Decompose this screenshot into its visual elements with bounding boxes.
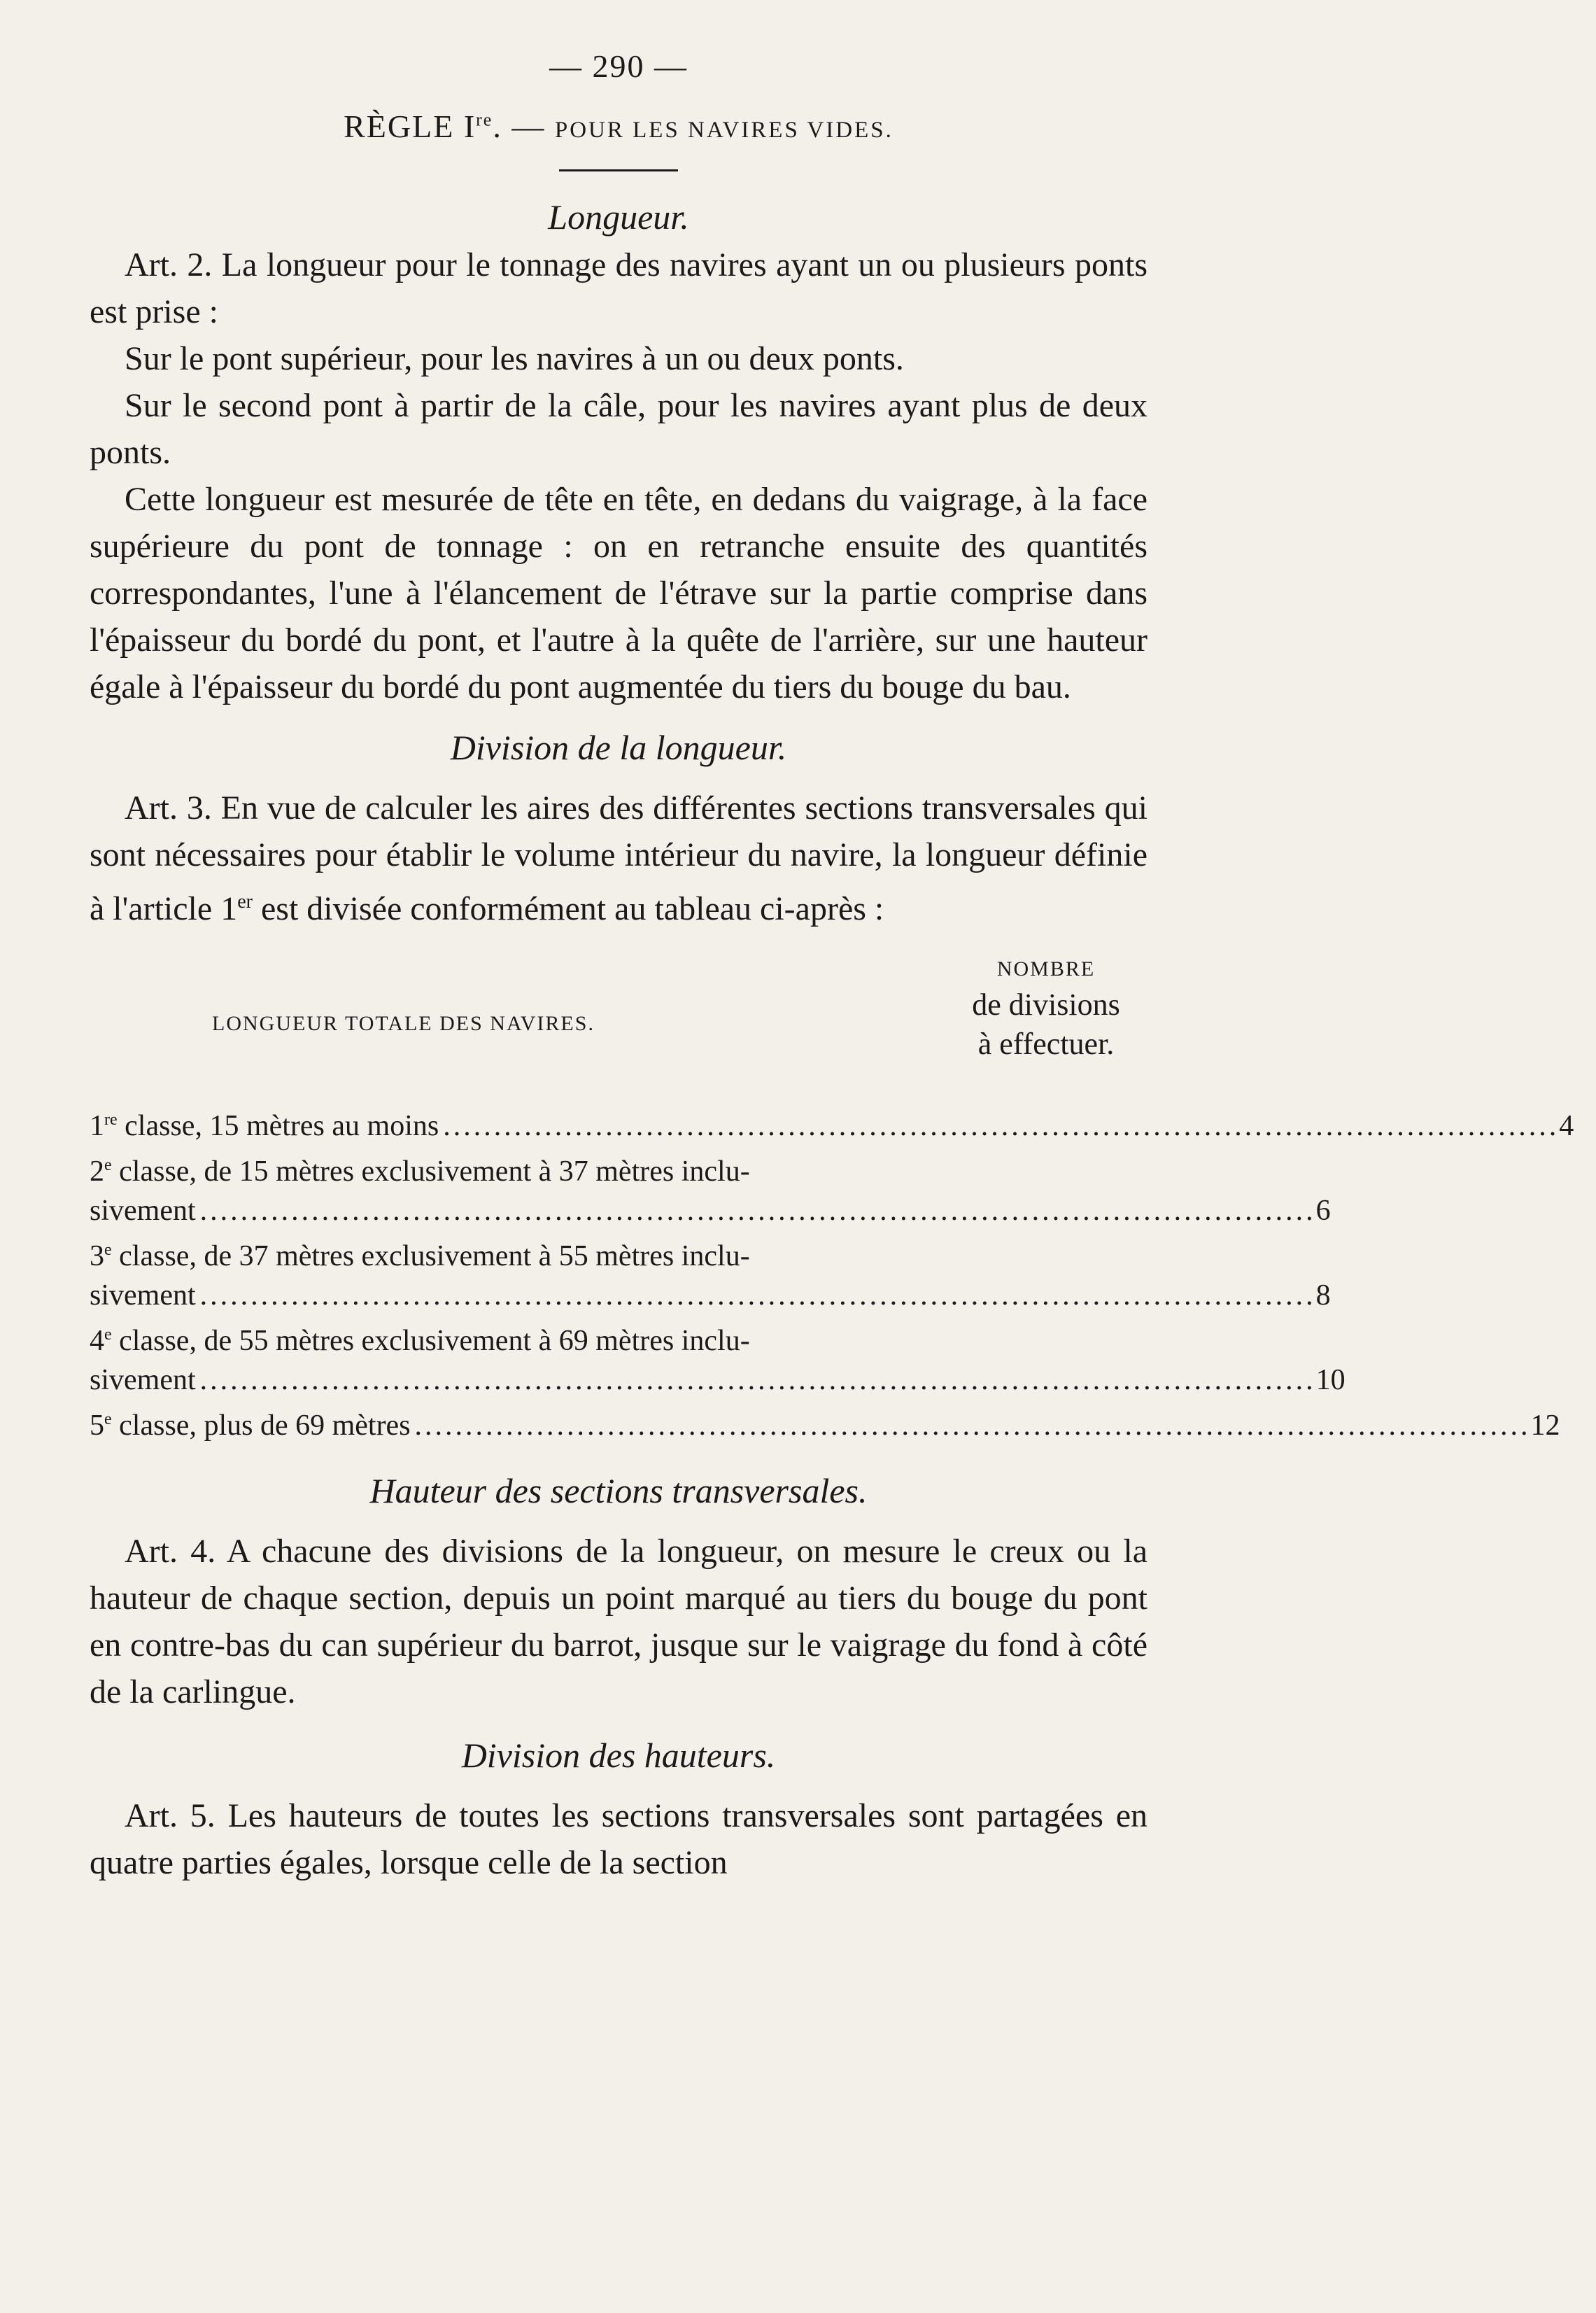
table-header-right xyxy=(945,953,1147,1064)
leader-dots: .............................................................................................................. xyxy=(443,1110,1560,1142)
row-2-num: 2 xyxy=(90,1155,104,1188)
row-5-text: classe, plus de 69 mètres xyxy=(111,1409,411,1442)
paragraph-art-3 xyxy=(90,785,1147,932)
document-page xyxy=(90,48,1574,1886)
paragraph-art-4: Art. 4. A chacune des divisions de la longueur, on mesure le creux ou la hauteur de chaque section, depuis un point marqué au tiers du bouge du pont en contre-bas du can supérieur du barrot, jusque sur le vaigrage du fond à côté de la carlingue. xyxy=(90,1533,1147,1710)
paragraph-art-5: Art. 5. Les hauteurs de toutes les sections transversales sont partagées en quatre parties égales, lorsque celle de la section xyxy=(90,1797,1147,1881)
row-2-text: classe, de 15 mètres exclusivement à 37 mètres inclu- xyxy=(111,1155,750,1188)
section-title-longueur: Longueur. xyxy=(548,197,689,237)
row-3-value: 8 xyxy=(1315,1279,1331,1312)
row-5-value: 12 xyxy=(1530,1409,1560,1442)
art-3-sup: er xyxy=(237,891,253,913)
paragraph-mesure-longueur: Cette longueur est mesurée de tête en tête, en dedans du vaigrage, à la face supérieure du pont de tonnage : on en retranche ensuite des quantités correspondantes, l'une à l'élancement de l'étrave sur la partie comprise dans l'épaisseur du bordé du pont, et l'autre à la quête de l'arrière, sur une hauteur égale à l'épaisseur du bordé du pont augmentée du tiers du bouge du bau. xyxy=(90,481,1147,705)
row-4-num: 4 xyxy=(90,1325,104,1357)
chapter-subtitle: POUR LES NAVIRES VIDES. xyxy=(554,118,894,143)
paragraph-pont-superieur: Sur le pont supérieur, pour les navires à un ou deux ponts. xyxy=(125,340,904,377)
table-row xyxy=(90,1100,1574,1146)
table-header-right-line-1: NOMBRE xyxy=(996,957,1096,980)
row-1-text: classe, 15 mètres au moins xyxy=(117,1110,439,1142)
row-4-value: 10 xyxy=(1315,1364,1346,1396)
chapter-heading xyxy=(90,108,1147,151)
row-1-num: 1 xyxy=(90,1110,104,1142)
paragraph-second-pont: Sur le second pont à partir de la câle, pour les navires ayant plus de deux ponts. xyxy=(90,387,1147,471)
leader-dots: .............................................................................................................. xyxy=(199,1364,1316,1396)
paragraph-art-2: Art. 2. La longueur pour le tonnage des navires ayant un ou plusieurs ponts est prise : xyxy=(90,246,1147,330)
chapter-title-sup: re xyxy=(476,109,493,130)
art-3-text-before: Art. 3. En vue de calculer les aires des différentes sections transversales qui sont nécessaires pour établir le volume intérieur du navire, la longueur définie à l'article 1 xyxy=(90,789,1147,927)
section-title-division-hauteurs: Division des hauteurs. xyxy=(461,1736,776,1775)
chapter-separator: . — xyxy=(493,108,555,144)
row-3-text: classe, de 37 mètres exclusivement à 55 mètres inclu- xyxy=(111,1240,750,1272)
row-5-num: 5 xyxy=(90,1409,104,1442)
leader-dots: .............................................................................................................. xyxy=(199,1195,1316,1227)
row-3-sup: e xyxy=(104,1241,112,1259)
row-2-continuation: sivement xyxy=(90,1195,196,1227)
table-row xyxy=(90,1230,1331,1315)
table-header-left: LONGUEUR TOTALE DES NAVIRES. xyxy=(212,1012,595,1035)
page-number: — 290 — xyxy=(549,48,688,84)
table-header-right-line-2: de divisions xyxy=(972,987,1120,1022)
row-3-continuation: sivement xyxy=(90,1279,196,1312)
art-3-text-after: est divisée conformément au tableau ci-après : xyxy=(252,890,884,927)
row-3-num: 3 xyxy=(90,1240,104,1272)
leader-dots: .............................................................................................................. xyxy=(199,1279,1316,1312)
row-4-sup: e xyxy=(104,1326,112,1344)
row-2-sup: e xyxy=(104,1156,112,1174)
row-4-text: classe, de 55 mètres exclusivement à 69 mètres inclu- xyxy=(111,1325,750,1357)
table-header xyxy=(90,953,1147,1100)
table-row xyxy=(90,1400,1560,1445)
row-4-continuation: sivement xyxy=(90,1364,196,1396)
row-1-value: 4 xyxy=(1559,1110,1574,1142)
chapter-title: RÈGLE I xyxy=(344,108,476,144)
table-row xyxy=(90,1315,1346,1400)
row-5-sup: e xyxy=(104,1410,112,1428)
heading-rule xyxy=(559,169,678,171)
table-row xyxy=(90,1146,1331,1230)
leader-dots: .............................................................................................................. xyxy=(414,1409,1531,1442)
section-title-division-longueur: Division de la longueur. xyxy=(450,728,787,767)
section-title-hauteur: Hauteur des sections transversales. xyxy=(369,1471,868,1510)
table-header-right-line-3: à effectuer. xyxy=(977,1027,1115,1061)
row-1-sup: re xyxy=(104,1111,118,1129)
row-2-value: 6 xyxy=(1315,1195,1331,1227)
